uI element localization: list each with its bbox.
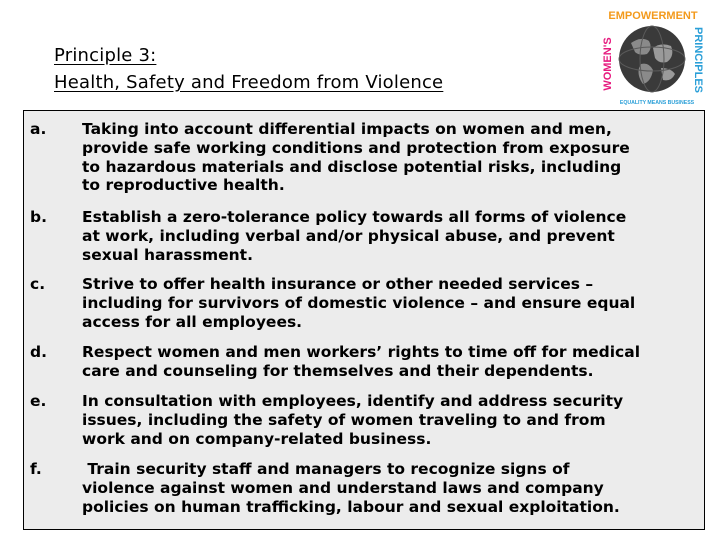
item-line: work and on company-related business.	[82, 429, 432, 448]
logo-text-bottom: EQUALITY MEANS BUSINESS	[619, 100, 695, 106]
item-text	[82, 208, 697, 264]
page-title	[54, 42, 443, 96]
item-line: In consultation with employees, identify and address security	[82, 392, 624, 410]
item-letter: e.	[30, 392, 47, 410]
item-line: Respect women and men workers’ rights to time off for medical	[82, 343, 641, 361]
item-letter: a.	[30, 120, 47, 138]
item-text	[82, 120, 697, 195]
item-line: policies on human trafficking, labour and sexual exploitation.	[82, 497, 620, 516]
item-line: at work, including verbal and/or physical abuse, and prevent	[82, 226, 615, 245]
item-line: including for survivors of domestic violence – and ensure equal	[82, 293, 636, 312]
principle-items-box	[23, 110, 705, 530]
item-line: Taking into account differential impacts on women and men,	[82, 120, 612, 138]
item-letter: c.	[30, 275, 46, 293]
item-line: to hazardous materials and disclose potential risks, including	[82, 157, 622, 176]
title-line-topic: Health, Safety and Freedom from Violence	[54, 72, 444, 93]
item-line: Train security staff and managers to recognize signs of	[82, 460, 570, 478]
item-text	[82, 275, 697, 331]
womens-empowerment-principles-logo	[601, 8, 705, 112]
item-letter: b.	[30, 208, 47, 226]
item-text	[82, 392, 697, 448]
item-letter: d.	[30, 343, 47, 361]
globe-icon	[619, 26, 685, 92]
title-line-principle: Principle 3:	[54, 45, 157, 66]
item-line: Establish a zero-tolerance policy towards all forms of violence	[82, 208, 627, 226]
item-line: access for all employees.	[82, 312, 303, 331]
item-line: sexual harassment.	[82, 245, 253, 264]
logo-text-right: PRINCIPLES	[692, 26, 704, 94]
item-letter: f.	[30, 460, 42, 478]
item-text	[82, 343, 697, 381]
logo-text-left: WOMEN'S	[602, 37, 614, 91]
item-line: care and counseling for themselves and their dependents.	[82, 361, 594, 380]
item-line: provide safe working conditions and protection from exposure	[82, 138, 630, 157]
item-text	[82, 460, 697, 516]
item-line: issues, including the safety of women traveling to and from	[82, 410, 606, 429]
item-line: Strive to offer health insurance or other needed services –	[82, 275, 594, 293]
item-line: to reproductive health.	[82, 176, 285, 195]
item-line: violence against women and understand laws and company	[82, 478, 604, 497]
logo-text-top: EMPOWERMENT	[608, 10, 698, 22]
